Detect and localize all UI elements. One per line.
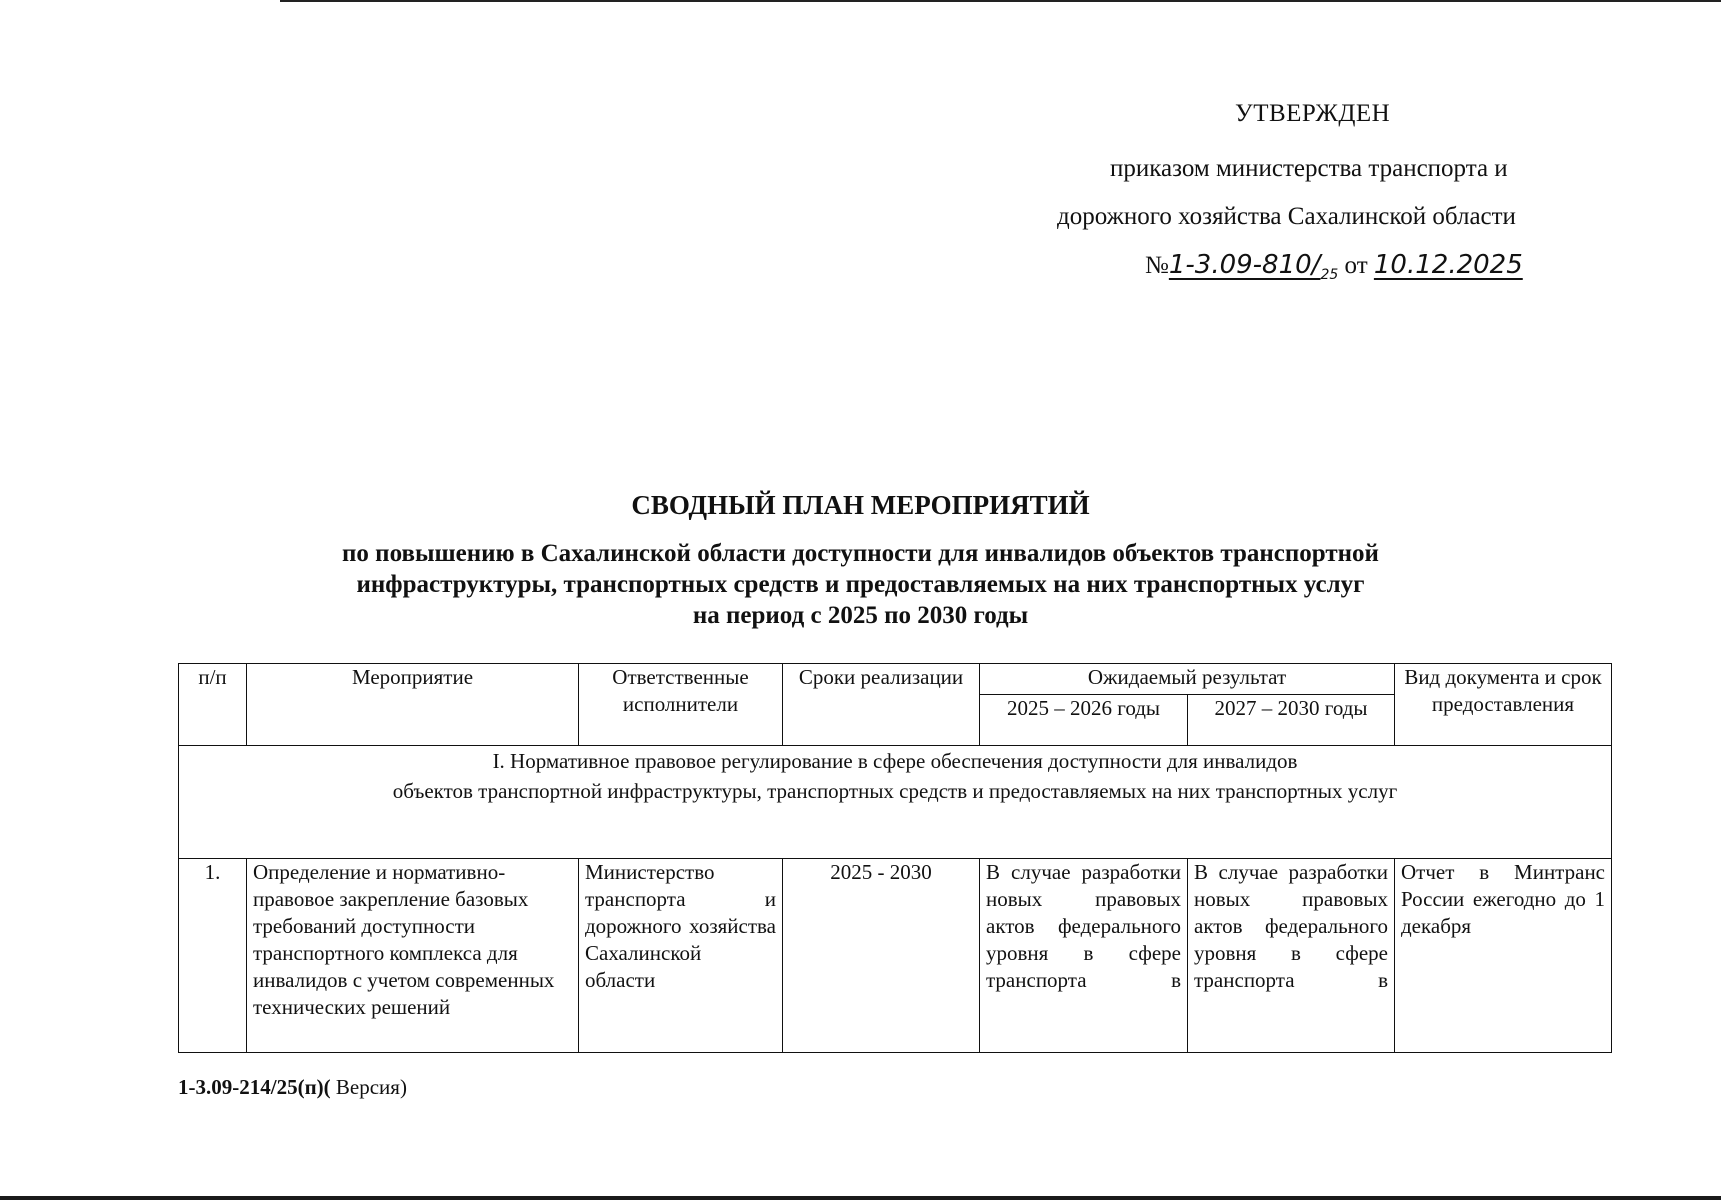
header-terms: Сроки реализации	[783, 664, 980, 746]
header-expected-result: Ожидаемый результат	[980, 664, 1395, 695]
subtitle-line-1: по повышению в Сахалинской области доступности для инвалидов объектов транспортной	[342, 540, 1379, 567]
document-subtitle	[0, 538, 1721, 631]
footer-code: 1-3.09-214/25(п)(	[178, 1075, 331, 1099]
header-document: Вид документа и срок предоставления	[1395, 664, 1612, 746]
cell-responsible: Министерство транспорта и дорожного хозяйства Сахалинской области	[579, 859, 783, 1053]
table-header-row	[179, 664, 1612, 695]
footer-version: Версия)	[330, 1075, 407, 1099]
header-event: Мероприятие	[247, 664, 579, 746]
order-number-handwritten: 1-3.09-810/	[1168, 250, 1321, 280]
subtitle-line-2: инфраструктуры, транспортных средств и предоставляемых на них транспортных услуг	[356, 571, 1365, 598]
approval-line-1: приказом министерства транспорта и	[1110, 155, 1508, 182]
approval-title: УТВЕРЖДЕН	[1235, 100, 1391, 127]
document-title: СВОДНЫЙ ПЛАН МЕРОПРИЯТИЙ	[631, 490, 1090, 520]
order-number-prefix: №	[1145, 252, 1169, 279]
document-footer-code	[178, 1075, 407, 1100]
section-heading-line-2: объектов транспортной инфраструктуры, транспортных средств и предоставляемых на них транспортных услуг	[392, 779, 1398, 803]
table-row	[179, 859, 1612, 1053]
order-date-handwritten: 10.12.2025	[1373, 250, 1523, 280]
scan-top-edge	[280, 0, 1721, 2]
header-responsible: Ответственные исполнители	[579, 664, 783, 746]
approval-order-line	[1145, 250, 1523, 283]
section-row	[179, 746, 1612, 859]
cell-document: Отчет в Минтранс России ежегодно до 1 декабря	[1395, 859, 1612, 1053]
header-num: п/п	[179, 664, 247, 746]
header-period-2025-2026: 2025 – 2026 годы	[980, 695, 1188, 746]
cell-event: Определение и нормативно-правовое закрепление базовых требований доступности транспортного комплекса для инвалидов с учетом современных технических решений	[247, 859, 579, 1053]
scan-bottom-edge	[0, 1196, 1721, 1200]
cell-result-2025-2026: В случае разработки новых правовых актов федерального уровня в сфере транспорта в	[980, 859, 1188, 1053]
approval-line-2: дорожного хозяйства Сахалинской области	[1057, 203, 1516, 230]
order-number-suffix: 25	[1320, 267, 1339, 283]
section-heading	[179, 746, 1612, 859]
cell-terms: 2025 - 2030	[783, 859, 980, 1053]
header-period-2027-2030: 2027 – 2030 годы	[1188, 695, 1395, 746]
order-date-prefix: от	[1344, 252, 1368, 279]
plan-table	[178, 663, 1612, 1053]
subtitle-line-3: на период с 2025 по 2030 годы	[692, 602, 1029, 629]
cell-num: 1.	[179, 859, 247, 1053]
section-heading-line-1: I. Нормативное правовое регулирование в сфере обеспечения доступности для инвалидов	[492, 749, 1298, 773]
cell-result-2027-2030: В случае разработки новых правовых актов федерального уровня в сфере транспорта в	[1188, 859, 1395, 1053]
